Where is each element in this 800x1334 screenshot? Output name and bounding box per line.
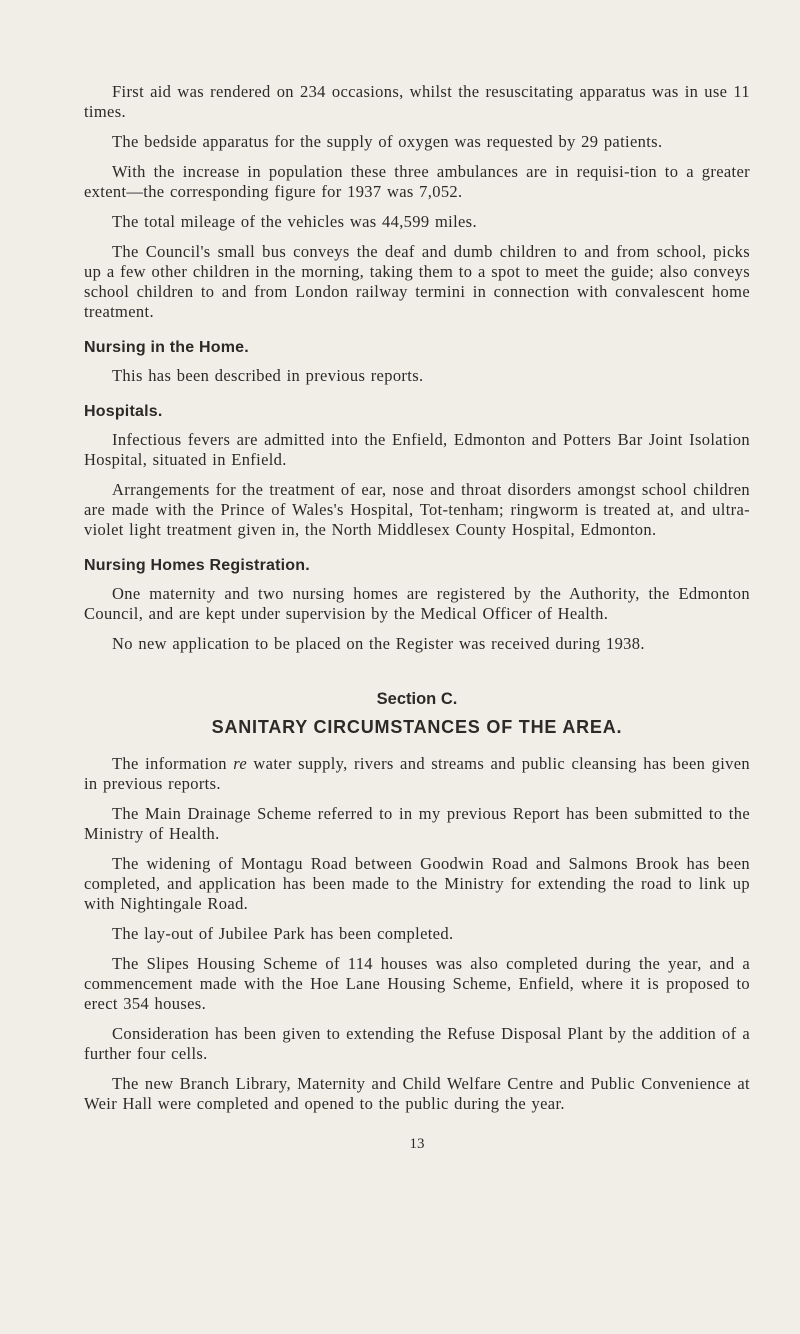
paragraph-nursing-in-home: This has been described in previous reports. [112, 366, 424, 385]
paragraph-ambulances: With the increase in population these three ambulances are in requisi-tion to a greater extent—the corresponding figure for 1937 was 7,052. [84, 162, 750, 201]
paragraph-water-supply [84, 754, 750, 794]
paragraph-montagu-road: The widening of Montagu Road between Goodwin Road and Salmons Brook has been completed, and application has been made to the Ministry for extending the road to link up with Nightingale Road. [84, 854, 750, 913]
water-supply-text-end: water supply, rivers and streams and public cleansing has been given in previous reports. [84, 754, 750, 793]
paragraph-first-aid: First aid was rendered on 234 occasions, whilst the resuscitating apparatus was in use 11 times. [84, 82, 750, 121]
paragraph-oxygen: The bedside apparatus for the supply of oxygen was requested by 29 patients. [112, 132, 663, 151]
paragraph-maternity-homes: One maternity and two nursing homes are registered by the Authority, the Edmonton Council, and are kept under supervision by the Medical Officer of Health. [84, 584, 750, 623]
water-supply-text-start: The information [112, 754, 234, 773]
paragraph-ear-nose-throat: Arrangements for the treatment of ear, nose and throat disorders amongst school children are made with the Prince of Wales's Hospital, Tot-tenham; ringworm is treated at, and ultra-violet light treatment given in, the North Middlesex County Hospital, Edmonton. [84, 480, 750, 539]
paragraph-branch-library: The new Branch Library, Maternity and Child Welfare Centre and Public Convenience at Weir Hall were completed and opened to the public during the year. [84, 1074, 750, 1113]
paragraph-jubilee-park: The lay-out of Jubilee Park has been completed. [112, 924, 454, 943]
paragraph-council-bus: The Council's small bus conveys the deaf and dumb children to and from school, picks up a few other children in the morning, taking them to a spot to meet the guide; also conveys school children to and from London railway termini in connection with convalescent home treatment. [84, 242, 750, 321]
paragraph-refuse-disposal: Consideration has been given to extending the Refuse Disposal Plant by the addition of a further four cells. [84, 1024, 750, 1063]
paragraph-no-new-application: No new application to be placed on the Register was received during 1938. [112, 634, 645, 653]
water-supply-italic-re: re [233, 754, 248, 773]
paragraph-main-drainage: The Main Drainage Scheme referred to in my previous Report has been submitted to the Ministry of Health. [84, 804, 750, 843]
paragraph-infectious-fevers: Infectious fevers are admitted into the Enfield, Edmonton and Potters Bar Joint Isolation Hospital, situated in Enfield. [84, 430, 750, 469]
page-number: 13 [409, 1136, 425, 1152]
heading-hospitals: Hospitals. [84, 403, 163, 420]
paragraph-mileage: The total mileage of the vehicles was 44,599 miles. [112, 212, 477, 231]
section-title: SANITARY CIRCUMSTANCES OF THE AREA. [211, 717, 623, 737]
section-label: Section C. [376, 690, 458, 708]
heading-nursing-homes-registration: Nursing Homes Registration. [84, 557, 310, 574]
heading-nursing-in-home: Nursing in the Home. [84, 339, 249, 356]
paragraph-slipes-housing: The Slipes Housing Scheme of 114 houses was also completed during the year, and a commencement made with the Hoe Lane Housing Scheme, Enfield, where it is proposed to erect 354 houses. [84, 954, 750, 1013]
